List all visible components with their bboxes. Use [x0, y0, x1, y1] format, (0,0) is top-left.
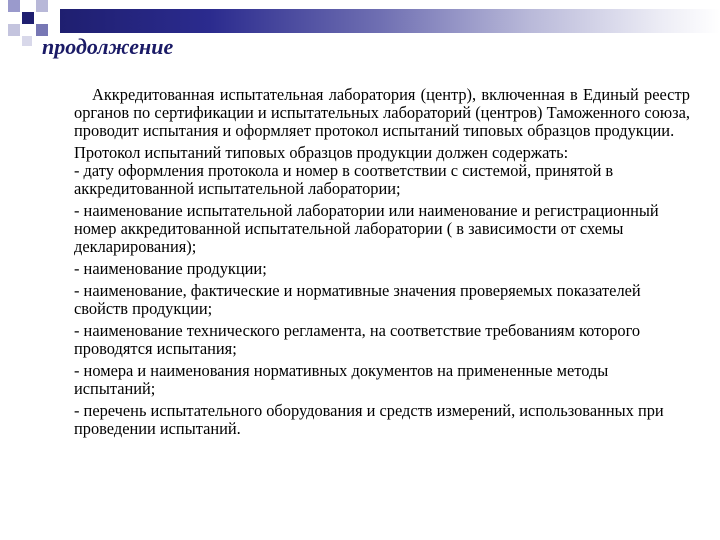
list-item: - перечень испытательного оборудования и средств измерений, использованных при проведении испытаний. [74, 401, 664, 438]
decorative-square [8, 24, 20, 36]
list-item: - номера и наименования нормативных документов на примененные методы испытаний; [74, 361, 609, 398]
list-item: - дату оформления протокола и номер в соответствии с системой, принятой в аккредитованной испытательной лаборатории; [74, 161, 614, 198]
intro-paragraph: Аккредитованная испытательная лаборатория (центр), включенная в Единый реестр органов по сертификации и испытательных лабораторий (центров) Таможенного союза, проводит испытания и оформляет протокол испытаний типовых образцов продукции. [74, 85, 690, 140]
slide-title: продолжение [42, 34, 174, 59]
lead-paragraph: Протокол испытаний типовых образцов продукции должен содержать: [74, 143, 569, 162]
list-item: - наименование, фактические и нормативные значения проверяемых показателей свойств продукции; [74, 281, 641, 318]
decorative-square [36, 0, 48, 12]
slide-body [74, 86, 690, 438]
decorative-square [8, 0, 20, 12]
decorative-square [22, 12, 34, 24]
list-item: - наименование испытательной лаборатории или наименование и регистрационный номер аккредитованной испытательной лаборатории ( в зависимости от схемы декларирования); [74, 201, 659, 256]
list-item: - наименование технического регламента, на соответствие требованиям которого проводятся испытания; [74, 321, 641, 358]
header-gradient-bar [60, 9, 720, 33]
list-item: - наименование продукции; [74, 259, 267, 278]
decorative-square [22, 36, 32, 46]
